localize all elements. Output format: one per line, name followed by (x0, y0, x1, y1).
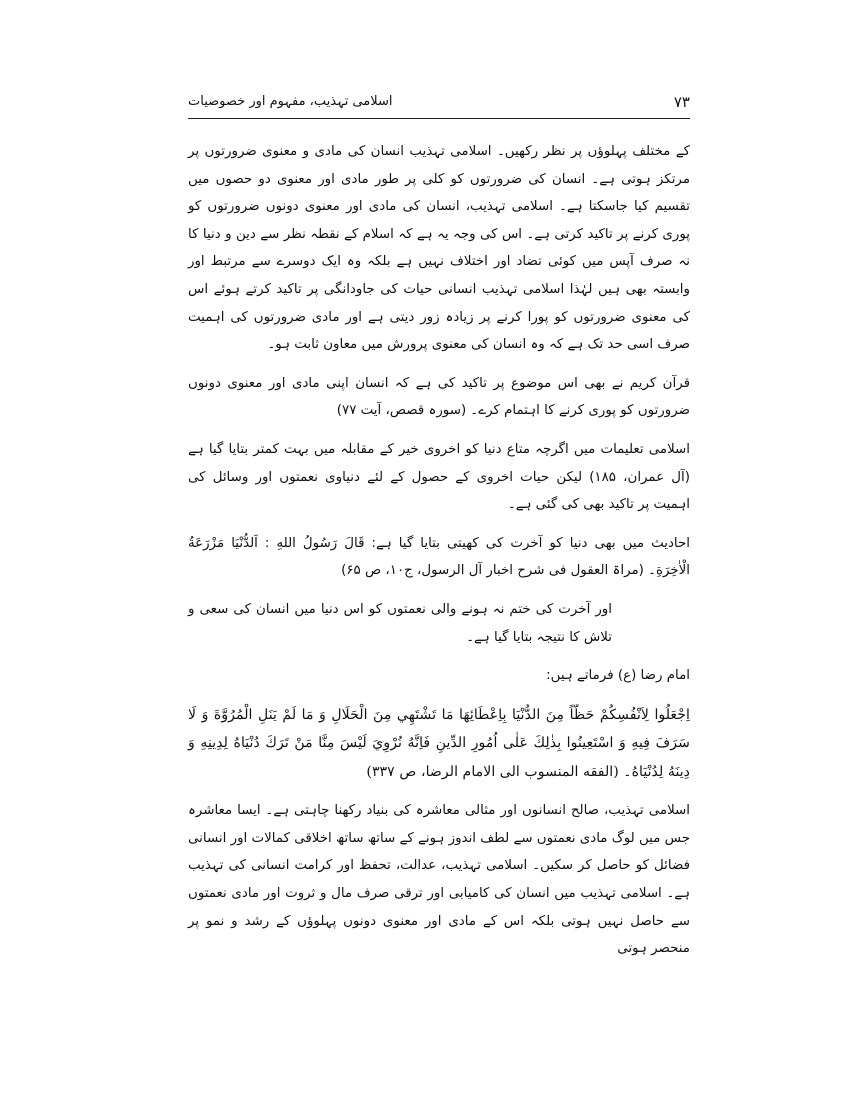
running-title: اسلامی تہذیب، مفہوم اور خصوصیات (188, 94, 393, 109)
paragraph-imam-intro: امام رضا (ع) فرماتے ہیں: (546, 668, 690, 684)
paragraph-quran: قرآن کریم نے بھی اس موضوع پر تاکید کی ہے کہ انسان اپنی مادی اور معنوی دونوں ضرورتوں کو پوری کرنے کا اہتمام کرے۔ (سورہ قصص، آیت ۷۷) (188, 375, 690, 419)
paragraph-hadith: احادیث میں بھی دنیا کو آخرت کی کھیتی بتایا گیا ہے: قَالَ رَسُولُ اللهِ : اَلدُّنْيَا مَزْرَعَةُ الْاٰخِرَةِ۔ (مراۃ العقول فی شرح اخبار آل الرسول، ج۱۰، ص ۶۵) (188, 535, 690, 579)
paragraph-teachings: اسلامی تعلیمات میں اگرچہ متاع دنیا کو اخروی خیر کے مقابلہ میں بہت کمتر بتایا گیا ہے (آل عمران، ۱۸۵) لیکن حیات اخروی کے حصول کے لئے دنیاوی نعمتوں اور وسائل کی اہمیت پر تاکید بھی کی گئی ہے۔ (188, 441, 690, 513)
page-header (188, 88, 690, 116)
arabic-quotation: اِجْعَلُوا لِاَنْفُسِكُمْ حَظّاً مِنَ الدُّنْيَا بِاِعْطَائِهَا مَا تَشْتَهِي مِنَ الْحَلَالِ وَ مَا لَمْ يَنَلِ الْمُرُوَّةَ وَ لَا سَرَفَ فِيهِ وَ اسْتَعِينُوا بِذٰلِكَ عَلٰى اُمُورِ الدِّينِ فَاِنَّهُ نُرْوِيَ لَيْسَ مِنَّا مَنْ تَرَكَ دُنْيَاهُ لِدِينِهِ وَ دِينَهُ لِدُنْيَاهُ۔ (الفقه المنسوب الی الامام الرضا، ص ۳۳۷) (188, 706, 690, 780)
header-divider (188, 118, 690, 119)
page-body (188, 138, 690, 974)
paragraph-civilization: اسلامی تہذیب، صالح انسانوں اور مثالی معاشرہ کی بنیاد رکھنا چاہتی ہے۔ ایسا معاشرہ جس میں لوگ مادی نعمتوں سے لطف اندوز ہونے کے ساتھ ساتھ اخلاقی کمالات اور انسانی فضائل کو حاصل کر سکیں۔ اسلامی تہذیب، عدالت، تحفظ اور کرامت انسانی کی تہذیب ہے۔ اسلامی تہذیب میں انسان کی کامیابی اور ترقی صرف مال و ثروت اور مادی نعمتوں سے حاصل نہیں ہوتی بلکہ اس کے مادی اور معنوی دونوں پہلوؤں کے رشد و نمو پر منحصر ہوتی (188, 803, 690, 957)
paragraph-hereafter: اور آخرت کی ختم نہ ہونے والی نعمتوں کو اس دنیا میں انسان کی سعی و تلاش کا نتیجہ بتایا گیا ہے۔ (188, 601, 612, 645)
page-number: ۷۳ (673, 93, 690, 111)
paragraph-needs: کے مختلف پہلوؤں پر نظر رکھیں۔ اسلامی تہذیب انسان کی مادی و معنوی ضرورتوں پر مرتکز ہوتی ہے۔ انسان کی ضرورتوں کو کلی پر طور مادی اور معنوی دو حصوں میں تقسیم کیا جاسکتا ہے۔ اسلامی تہذیب، انسان کی مادی اور معنوی دونوں ضرورتوں کو پوری کرنے پر تاکید کرتی ہے۔ اس کی وجہ یہ ہے کہ اسلام کے نقطہ نظر سے دین و دنیا کا نہ صرف آپس میں کوئی تضاد اور اختلاف نہیں ہے بلکہ وہ ایک دوسرے سے مرتبط اور وابستہ بھی ہیں لہٰذا اسلامی تہذیب انسانی حیات کی جاودانگی پر تاکید کرتے ہوئے اس کی معنوی ضرورتوں کو پورا کرنے پر زیادہ زور دیتی ہے اور مادی ضرورتوں کی اہمیت صرف اسی حد تک ہے کہ وہ انسان کی معنوی پرورش میں معاون ثابت ہو۔ (188, 144, 690, 353)
